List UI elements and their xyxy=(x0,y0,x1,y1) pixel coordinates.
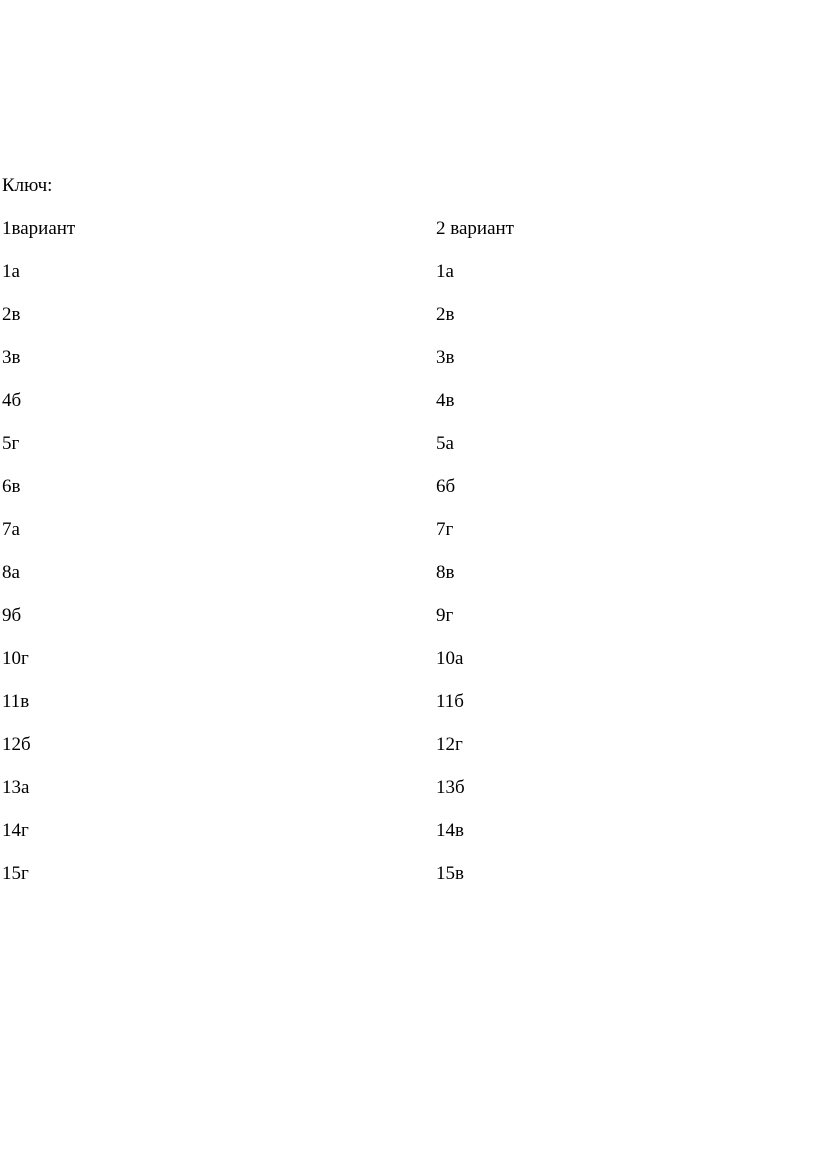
variant-2-answer: 10а xyxy=(436,648,464,669)
variant-1-answer: 15г xyxy=(2,863,29,884)
variant-2-answer: 4в xyxy=(436,390,455,411)
variant-1-header: 1вариант xyxy=(2,218,76,239)
variant-2-answer: 2в xyxy=(436,304,455,325)
variant-1-answer: 5г xyxy=(2,433,20,454)
variant-1-answer: 2в xyxy=(2,304,21,325)
answer-row xyxy=(0,390,700,433)
variant-1-answer: 1а xyxy=(2,261,20,282)
answer-row xyxy=(0,648,700,691)
variant-2-answer: 13б xyxy=(436,777,465,798)
answer-row xyxy=(0,863,700,906)
variant-1-answer: 10г xyxy=(2,648,29,669)
answer-row xyxy=(0,820,700,863)
variant-2-answer: 11б xyxy=(436,691,464,712)
variant-2-answer: 14в xyxy=(436,820,464,841)
variant-1-answer: 3в xyxy=(2,347,21,368)
variant-1-answer: 6в xyxy=(2,476,21,497)
answer-row xyxy=(0,605,700,648)
variant-1-answer: 12б xyxy=(2,734,31,755)
variant-2-answer: 7г xyxy=(436,519,454,540)
answer-row xyxy=(0,562,700,605)
answer-row xyxy=(0,519,700,562)
variant-1-answer: 4б xyxy=(2,390,22,411)
variant-1-answer: 9б xyxy=(2,605,22,626)
variant-1-answer: 11в xyxy=(2,691,30,712)
variant-2-answer: 1а xyxy=(436,261,454,282)
variant-2-answer: 3в xyxy=(436,347,455,368)
variant-2-answer: 5а xyxy=(436,433,454,454)
variant-1-answer: 13а xyxy=(2,777,30,798)
answer-row xyxy=(0,304,700,347)
answer-row xyxy=(0,777,700,820)
variant-1-answer: 7а xyxy=(2,519,20,540)
answer-row xyxy=(0,476,700,519)
variant-2-header: 2 вариант xyxy=(436,218,514,239)
variant-2-answer: 15в xyxy=(436,863,464,884)
answer-row xyxy=(0,347,700,390)
answer-row xyxy=(0,433,700,476)
answer-row xyxy=(0,734,700,777)
answer-row xyxy=(0,691,700,734)
variant-1-answer: 8а xyxy=(2,562,20,583)
answer-row xyxy=(0,261,700,304)
variant-2-answer: 9г xyxy=(436,605,454,626)
answer-key-table xyxy=(0,218,700,906)
variant-2-answer: 6б xyxy=(436,476,456,497)
header-row xyxy=(0,218,700,261)
variant-1-answer: 14г xyxy=(2,820,29,841)
key-title: Ключ: xyxy=(2,175,53,196)
variant-2-answer: 12г xyxy=(436,734,463,755)
variant-2-answer: 8в xyxy=(436,562,455,583)
